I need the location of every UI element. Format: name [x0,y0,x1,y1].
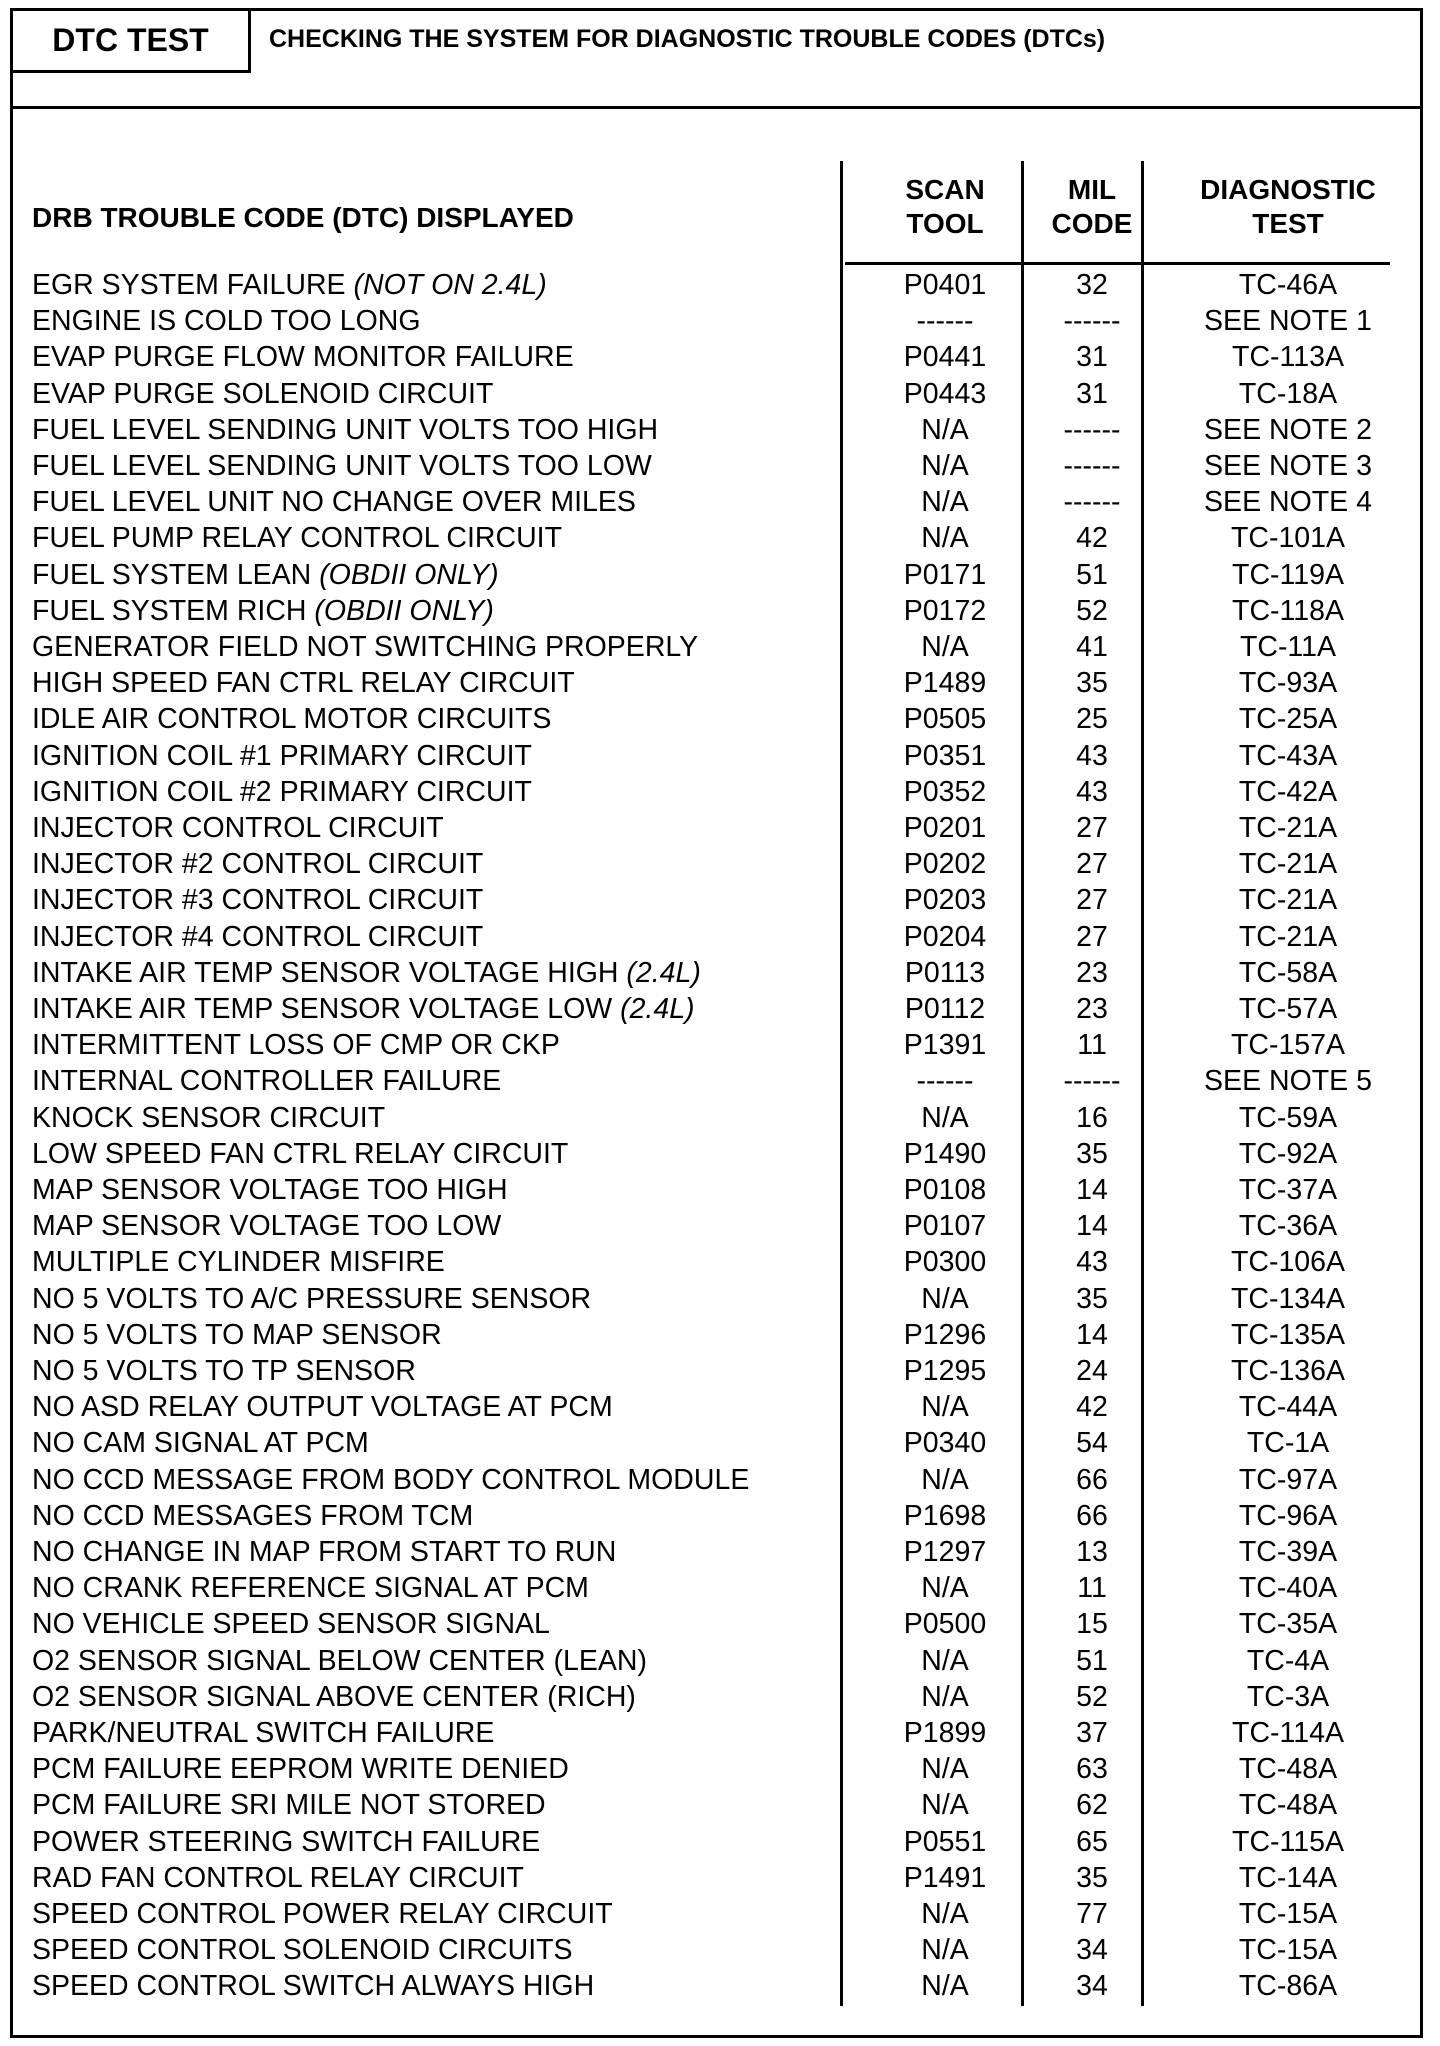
scan-tool-code: P1490 [903,1137,987,1170]
table-row [13,810,1420,846]
diagnostic-test: TC-96A [1238,1499,1338,1532]
dtc-description: HIGH SPEED FAN CTRL RELAY CIRCUIT [32,667,575,700]
dtc-description: GENERATOR FIELD NOT SWITCHING PROPERLY [32,631,699,663]
mil-code: 24 [1076,1355,1108,1387]
dtc-description: EVAP PURGE FLOW MONITOR FAILURE [32,341,574,374]
scan-tool-code: N/A [921,631,969,663]
diagnostic-test: TC-35A [1238,1608,1338,1641]
scan-tool-code: N/A [921,1680,969,1713]
mil-code: 34 [1076,1934,1108,1967]
diagnostic-test: TC-101A [1230,522,1346,555]
mil-code: 51 [1076,558,1108,591]
dtc-description: MAP SENSOR VOLTAGE TOO LOW [32,1210,502,1243]
mil-code: 27 [1076,812,1108,844]
diagnostic-test: TC-25A [1238,703,1338,736]
diagnostic-test: TC-40A [1238,1572,1338,1605]
scan-tool-code: P1297 [903,1536,987,1568]
scan-tool-code: ------ [916,1065,974,1098]
diagnostic-test: TC-58A [1238,956,1338,989]
diagnostic-test: TC-136A [1230,1355,1346,1387]
diagnostic-test: TC-93A [1238,667,1338,700]
mil-code: 77 [1076,1898,1108,1930]
dtc-description: NO 5 VOLTS TO TP SENSOR [32,1355,416,1387]
dtc-description: INJECTOR #4 CONTROL CIRCUIT [32,920,484,953]
table-row [13,919,1420,955]
diagnostic-test: TC-15A [1238,1934,1338,1967]
table-row [13,1643,1420,1679]
dtc-description: NO 5 VOLTS TO MAP SENSOR [32,1318,442,1351]
dtc-description: INJECTOR #2 CONTROL CIRCUIT [32,848,484,881]
table-row [13,303,1420,339]
table-row [13,1208,1420,1244]
scan-tool-code: P1491 [903,1861,987,1894]
dtc-description: IGNITION COIL #1 PRIMARY CIRCUIT [32,739,532,772]
dtc-description: FUEL LEVEL SENDING UNIT VOLTS TOO LOW [32,450,652,482]
diagnostic-test: TC-113A [1232,341,1344,374]
table-row [13,1063,1420,1099]
scan-tool-code: N/A [921,486,969,519]
dtc-description: FUEL PUMP RELAY CONTROL CIRCUIT [32,522,562,555]
scan-tool-code: P0441 [903,341,987,374]
table-row [13,1679,1420,1715]
mil-code: 66 [1076,1463,1108,1496]
table-row [13,1715,1420,1751]
scan-tool-code: N/A [921,413,969,446]
dtc-description: NO CCD MESSAGES FROM TCM [32,1499,474,1532]
column-header-diagnostic-test: DIAGNOSTIC TEST [1200,174,1376,239]
mil-code: 23 [1076,956,1108,989]
scan-tool-code: N/A [921,1101,969,1134]
diagnostic-test: TC-21A [1238,812,1338,844]
dtc-description: NO ASD RELAY OUTPUT VOLTAGE AT PCM [32,1391,613,1424]
scan-tool-code: P0202 [903,848,987,881]
mil-code: 65 [1076,1825,1108,1858]
scan-tool-code: N/A [921,1644,969,1677]
diagnostic-test: TC-46A [1238,269,1338,301]
dtc-note: (2.4L) [620,993,695,1025]
mil-code: ------ [1063,305,1121,338]
column-header-description: DRB TROUBLE CODE (DTC) DISPLAYED [32,202,574,233]
dtc-description: EGR SYSTEM FAILURE (NOT ON 2.4L) [32,269,547,301]
dtc-description: SPEED CONTROL POWER RELAY CIRCUIT [32,1898,613,1930]
dtc-description: POWER STEERING SWITCH FAILURE [32,1825,541,1858]
dtc-description: PARK/NEUTRAL SWITCH FAILURE [32,1717,495,1749]
diagnostic-test: TC-59A [1238,1101,1338,1134]
dtc-description: INJECTOR CONTROL CIRCUIT [32,812,444,844]
scan-tool-code: P0108 [903,1174,987,1206]
mil-code: 62 [1076,1789,1108,1822]
table-row [13,267,1420,303]
table-row [13,1932,1420,1968]
table-row [13,1317,1420,1353]
scan-tool-code: P0172 [903,594,987,627]
header-underline [845,262,1390,265]
table-row [13,1462,1420,1498]
dtc-description: SPEED CONTROL SOLENOID CIRCUITS [32,1934,573,1967]
mil-code: 13 [1076,1536,1108,1568]
scan-tool-code: P0500 [903,1608,987,1641]
scan-tool-code: N/A [921,1898,969,1930]
diagnostic-test: TC-21A [1238,884,1338,917]
table-row [13,593,1420,629]
diagnostic-test: TC-1A [1246,1427,1330,1460]
scan-tool-code: P1391 [903,1029,987,1062]
table-row [13,484,1420,520]
dtc-description: NO VEHICLE SPEED SENSOR SIGNAL [32,1608,550,1641]
mil-code: 14 [1076,1210,1108,1243]
diagnostic-test: TC-97A [1238,1463,1338,1496]
diagnostic-test: TC-118A [1232,594,1344,627]
diagnostic-test: TC-15A [1238,1898,1338,1930]
table-row [13,1136,1420,1172]
table-row [13,1751,1420,1787]
dtc-description: O2 SENSOR SIGNAL BELOW CENTER (LEAN) [32,1644,647,1677]
mil-code: 15 [1076,1608,1108,1641]
dtc-description: NO CHANGE IN MAP FROM START TO RUN [32,1536,617,1568]
scan-tool-code: N/A [921,1789,969,1822]
table-row [13,1027,1420,1063]
table-row [13,339,1420,375]
table-row [13,665,1420,701]
mil-code: 32 [1076,269,1108,301]
dtc-description: INTAKE AIR TEMP SENSOR VOLTAGE HIGH (2.4L) [32,956,701,989]
dtc-description: RAD FAN CONTROL RELAY CIRCUIT [32,1861,524,1894]
dtc-description: FUEL LEVEL UNIT NO CHANGE OVER MILES [32,486,636,519]
mil-code: 52 [1076,1680,1108,1713]
table-row [13,882,1420,918]
table-row [13,1860,1420,1896]
scan-tool-code: P0107 [903,1210,987,1243]
dtc-description: NO CCD MESSAGE FROM BODY CONTROL MODULE [32,1463,750,1496]
mil-code: 35 [1076,1861,1108,1894]
dtc-description: FUEL SYSTEM LEAN (OBDII ONLY) [32,558,499,591]
table-row [13,557,1420,593]
scan-tool-code: P0300 [903,1246,987,1279]
table-row [13,412,1420,448]
mil-code: 43 [1076,1246,1108,1279]
mil-code: 27 [1076,920,1108,953]
scan-tool-code: P0112 [904,993,986,1025]
dtc-test-tag: DTC TEST [13,11,251,73]
diagnostic-test: TC-135A [1230,1318,1346,1351]
diagnostic-test: TC-36A [1238,1210,1338,1243]
scan-tool-code: P1296 [903,1318,987,1351]
scan-tool-code: P1489 [903,667,987,700]
mil-code: 11 [1077,1029,1107,1062]
mil-code: 27 [1076,884,1108,917]
mil-code: 37 [1076,1717,1108,1749]
table-row [13,955,1420,991]
mil-code: 31 [1076,341,1108,374]
dtc-description: INTERNAL CONTROLLER FAILURE [32,1065,502,1098]
table-row [13,629,1420,665]
diagnostic-test: SEE NOTE 3 [1204,450,1372,482]
dtc-description: IGNITION COIL #2 PRIMARY CIRCUIT [32,775,532,808]
dtc-description: NO CRANK REFERENCE SIGNAL AT PCM [32,1572,589,1605]
diagnostic-test: TC-44A [1238,1391,1338,1424]
dtc-description: IDLE AIR CONTROL MOTOR CIRCUITS [32,703,552,736]
mil-code: ------ [1063,413,1121,446]
mil-code: 35 [1076,1282,1108,1315]
table-row [13,376,1420,412]
scan-tool-code: N/A [921,1934,969,1967]
table-row [13,701,1420,737]
diagnostic-test: TC-48A [1238,1789,1338,1822]
mil-code: 54 [1076,1427,1108,1460]
mil-code: 66 [1076,1499,1108,1532]
mil-code: 25 [1076,703,1108,736]
mil-code: 34 [1076,1970,1108,2003]
diagnostic-test: TC-18A [1238,377,1338,410]
table-row [13,1389,1420,1425]
table-row [13,1281,1420,1317]
column-header-mil-code: MIL CODE [1051,174,1133,239]
dtc-description: FUEL SYSTEM RICH (OBDII ONLY) [32,594,494,627]
scan-tool-code: N/A [921,1282,969,1315]
dtc-description: FUEL LEVEL SENDING UNIT VOLTS TOO HIGH [32,413,659,446]
table-row [13,738,1420,774]
scan-tool-code: P1899 [903,1717,987,1749]
scan-tool-code: N/A [921,1753,969,1786]
table-row [13,520,1420,556]
scan-tool-code: N/A [921,450,969,482]
mil-code: ------ [1063,486,1121,519]
diagnostic-test: TC-21A [1238,848,1338,881]
dtc-description: KNOCK SENSOR CIRCUIT [32,1101,386,1134]
dtc-note: (2.4L) [626,956,701,989]
diagnostic-test: TC-39A [1238,1536,1338,1568]
dtc-description: MAP SENSOR VOLTAGE TOO HIGH [32,1174,508,1206]
table-row [13,1534,1420,1570]
dtc-note: (OBDII ONLY) [314,594,494,627]
scan-tool-code: ------ [916,305,974,338]
scan-tool-code: N/A [921,1463,969,1496]
mil-code: 14 [1076,1174,1108,1206]
scan-tool-code: P0204 [903,920,987,953]
scan-tool-code: N/A [921,1970,969,2003]
scan-tool-code: N/A [921,522,969,555]
mil-code: 35 [1076,1137,1108,1170]
dtc-description: LOW SPEED FAN CTRL RELAY CIRCUIT [32,1137,569,1170]
scan-tool-code: P0352 [903,775,987,808]
table-row [13,1824,1420,1860]
diagnostic-test: SEE NOTE 2 [1204,413,1372,446]
diagnostic-test: SEE NOTE 5 [1204,1065,1372,1098]
dtc-description: MULTIPLE CYLINDER MISFIRE [32,1246,445,1279]
mil-code: 51 [1076,1644,1108,1677]
table-row [13,1244,1420,1280]
scan-tool-code: P0401 [903,269,987,301]
diagnostic-test: SEE NOTE 1 [1204,305,1372,338]
dtc-description: PCM FAILURE EEPROM WRITE DENIED [32,1753,569,1786]
diagnostic-test: TC-119A [1232,558,1344,591]
page-title: CHECKING THE SYSTEM FOR DIAGNOSTIC TROUBLE CODES (DTCs) [269,25,1106,53]
diagnostic-test: TC-21A [1238,920,1338,953]
mil-code: 52 [1076,594,1108,627]
dtc-note: (NOT ON 2.4L) [353,269,547,301]
table-row [13,448,1420,484]
scan-tool-code: P1698 [903,1499,987,1532]
dtc-description: NO CAM SIGNAL AT PCM [32,1427,369,1460]
mil-code: 11 [1077,1572,1107,1605]
mil-code: ------ [1063,1065,1121,1098]
mil-code: 14 [1076,1318,1108,1351]
mil-code: 41 [1076,631,1108,663]
scan-tool-code: P0505 [903,703,987,736]
dtc-description: INTAKE AIR TEMP SENSOR VOLTAGE LOW (2.4L) [32,993,695,1025]
diagnostic-test: TC-86A [1238,1970,1338,2003]
mil-code: 31 [1076,377,1108,410]
mil-code: 35 [1076,667,1108,700]
table-row [13,1787,1420,1823]
mil-code: 43 [1076,739,1108,772]
column-header-scan-tool: SCAN TOOL [905,174,985,239]
table-row [13,846,1420,882]
diagnostic-test: TC-157A [1230,1029,1346,1062]
diagnostic-test: TC-42A [1238,775,1338,808]
table-row [13,1570,1420,1606]
diagnostic-test: TC-115A [1232,1825,1344,1858]
dtc-description: NO 5 VOLTS TO A/C PRESSURE SENSOR [32,1282,592,1315]
scan-tool-code: N/A [921,1391,969,1424]
diagnostic-test: TC-57A [1238,993,1338,1025]
mil-code: 16 [1076,1101,1108,1134]
scan-tool-code: P1295 [903,1355,987,1387]
table-row [13,991,1420,1027]
table-row [13,1353,1420,1389]
dtc-note: (OBDII ONLY) [319,558,499,591]
dtc-description: EVAP PURGE SOLENOID CIRCUIT [32,377,494,410]
table-row [13,1100,1420,1136]
dtc-description: O2 SENSOR SIGNAL ABOVE CENTER (RICH) [32,1680,636,1713]
scan-tool-code: P0171 [903,558,987,591]
dtc-description: INTERMITTENT LOSS OF CMP OR CKP [32,1029,560,1062]
diagnostic-test: TC-134A [1230,1282,1346,1315]
mil-code: 42 [1076,1391,1108,1424]
dtc-description: SPEED CONTROL SWITCH ALWAYS HIGH [32,1970,595,2003]
diagnostic-test: TC-48A [1238,1753,1338,1786]
scan-tool-code: N/A [921,1572,969,1605]
dtc-description: INJECTOR #3 CONTROL CIRCUIT [32,884,484,917]
scan-tool-code: P0443 [903,377,987,410]
header [13,11,1420,109]
table-row [13,1606,1420,1642]
diagnostic-test: SEE NOTE 4 [1204,486,1372,519]
table-row [13,1896,1420,1932]
mil-code: ------ [1063,450,1121,482]
dtc-description: ENGINE IS COLD TOO LONG [32,305,421,338]
diagnostic-test: TC-114A [1232,1717,1344,1749]
mil-code: 42 [1076,522,1108,555]
dtc-description: PCM FAILURE SRI MILE NOT STORED [32,1789,546,1822]
scan-tool-code: P0201 [903,812,987,844]
scan-tool-code: P0113 [904,956,986,989]
table-row [13,774,1420,810]
diagnostic-test: TC-4A [1246,1644,1330,1677]
table-row [13,1172,1420,1208]
mil-code: 27 [1076,848,1108,881]
diagnostic-test: TC-3A [1246,1680,1330,1713]
table-row [13,1498,1420,1534]
diagnostic-test: TC-37A [1238,1174,1338,1206]
diagnostic-test: TC-43A [1238,739,1338,772]
mil-code: 23 [1076,993,1108,1025]
scan-tool-code: P0351 [903,739,987,772]
scan-tool-code: P0551 [903,1825,987,1858]
diagnostic-test: TC-106A [1230,1246,1346,1279]
diagnostic-test: TC-92A [1238,1137,1338,1170]
scan-tool-code: P0203 [903,884,987,917]
diagnostic-test: TC-14A [1238,1861,1338,1894]
diagnostic-test: TC-11A [1239,631,1337,663]
scan-tool-code: P0340 [903,1427,987,1460]
mil-code: 63 [1076,1753,1108,1786]
table-row [13,1968,1420,2004]
page-frame [10,8,1423,2038]
mil-code: 43 [1076,775,1108,808]
table-row [13,1425,1420,1461]
